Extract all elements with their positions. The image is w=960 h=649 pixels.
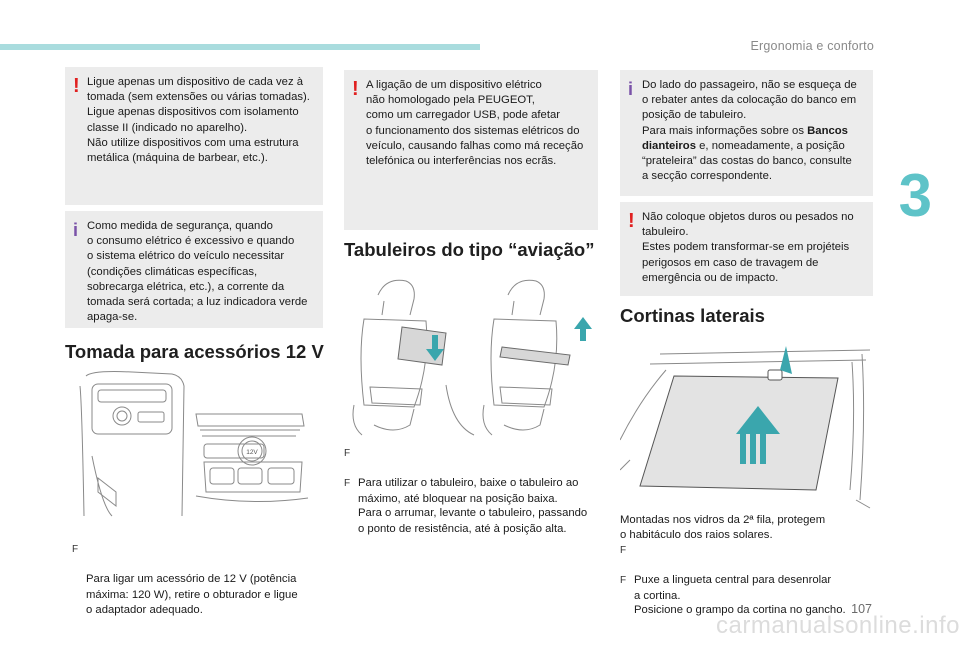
heading-side-blinds: Cortinas laterais [620, 305, 765, 326]
heading-aviation-trays: Tabuleiros do tipo “aviação” [344, 239, 595, 260]
warning-text: Ligue apenas um dispositivo de cada vez à tomada (sem extensões ou várias tomadas). Ligue apenas dispositivos com isolamento classe II (indicado no aparelho). Não utilize dispositivos com uma estrutura metálica (máquina de barbear, etc.). [87, 76, 310, 165]
header-accent-bar [0, 44, 480, 50]
info-box-safety-cutoff [65, 211, 323, 328]
bullet-icon: F [344, 448, 351, 459]
blinds-intro: Montadas nos vidros da 2ª fila, protegem o habitáculo dos raios solares. [620, 514, 826, 542]
section-title: Ergonomia e conforto [750, 39, 874, 53]
info-icon: i [73, 220, 79, 240]
warning-icon: ! [73, 75, 80, 97]
bullet-clip-hook: F Posicione o grampo da cortina no gancho. [620, 575, 846, 617]
chapter-number: 3 [898, 162, 932, 229]
warning-icon: ! [628, 210, 635, 232]
page-number: 107 [851, 602, 872, 616]
warning-text: A ligação de um dispositivo elétrico não homologado pela PEUGEOT, como um carregador USB, pode afetar o funcionamento dos sistemas elétricos do veículo, causando falhas como má receção telefónica ou interferências nos ecrãs. [366, 79, 584, 168]
warning-box-single-device [65, 67, 323, 205]
illustration-side-blind [620, 340, 873, 510]
watermark: carmanualsonline.info [716, 612, 960, 639]
illustration-12v-socket [72, 366, 312, 526]
warning-text: Não coloque objetos duros ou pesados no tabuleiro. Estes podem transformar-se em projéteis perigosos em caso de travagem de emergência ou de impacto. [642, 211, 854, 284]
warning-box-hard-objects [620, 202, 873, 296]
bullet-icon: F [620, 575, 627, 586]
info-text: Como medida de segurança, quando o consumo elétrico é excessivo e quando o sistema elétrico do veículo necessitar (condições climáticas específicas, sobrecarga elétrica, etc.), a corrente da tomada será cortada; a luz indicadora verde apaga-se. [87, 220, 308, 324]
warning-box-homologation [344, 70, 598, 230]
bullet-use-tray: F Para utilizar o tabuleiro, baixe o tabuleiro ao máximo, até bloquear na posição baixa. [344, 448, 579, 505]
bullet-icon: F [72, 544, 79, 555]
socket-label: 12V [246, 449, 258, 456]
bullet-connect-accessory: F Para ligar um acessório de 12 V (potência máxima: 120 W), retire o obturador e ligue o adaptador adequado. [72, 544, 298, 616]
illustration-aviation-tray [344, 275, 598, 443]
heading-12v-socket: Tomada para acessórios 12 V [65, 341, 324, 362]
bullet-icon: F [344, 478, 351, 489]
bullet-icon: F [620, 545, 627, 556]
info-icon: i [628, 79, 634, 99]
info-box-passenger-side [620, 70, 873, 196]
warning-icon: ! [352, 78, 359, 100]
bullet-pull-tab: F Puxe a lingueta central para desenrolar a cortina. [620, 545, 832, 602]
info-text: Do lado do passageiro, não se esqueça de o rebater antes da colocação do banco em posição de tabuleiro. Para mais informações sobre os Bancos dianteiros e, nomeadamente, a posição “prateleira” das costas do banco, consulte a secção correspondente. [642, 79, 857, 183]
bullet-store-tray: F Para o arrumar, levante o tabuleiro, passando o ponto de resistência, até à posição alta. [344, 478, 588, 535]
